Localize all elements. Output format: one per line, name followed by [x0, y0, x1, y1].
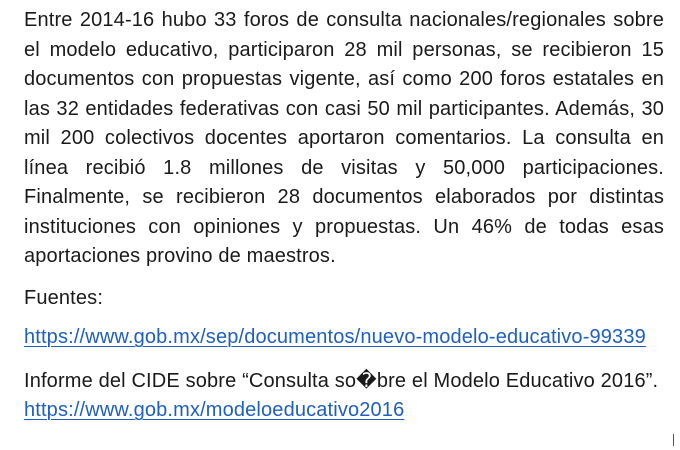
- source-link-sep-documentos[interactable]: https://www.gob.mx/sep/documentos/nuevo-modelo-educativo-99339: [24, 326, 646, 348]
- sources-label: Fuentes:: [24, 286, 104, 309]
- text-cursor-icon: [673, 434, 674, 446]
- document-page: [24, 6, 664, 426]
- body-paragraph: Entre 2014-16 hubo 33 foros de consulta nacionales/regionales sobre el modelo educativo, participaron 28 mil personas, se recibieron 15 documentos con propuestas vigente, así como 200 foros estatales en las 32 entidades federativas con casi 50 mil participantes. Además, 30 mil 200 colectivos docentes aportaron comentarios. La consulta en línea recibió 1.8 millones de visitas y 50,000 participaciones. Finalmente, se recibieron 28 documentos elaborados por distintas instituciones con opiniones y propuestas. Un 46% de todas esas aportaciones provino de maestros.: [24, 9, 664, 267]
- informe-text: Informe del CIDE sobre “Consulta so�bre el Modelo Educativo 2016”.: [24, 369, 659, 392]
- source-link-1-container: [24, 323, 664, 353]
- source-link-modelo-educativo-2016[interactable]: https://www.gob.mx/modeloeducativo2016: [24, 399, 405, 421]
- informe-paragraph: [24, 367, 664, 426]
